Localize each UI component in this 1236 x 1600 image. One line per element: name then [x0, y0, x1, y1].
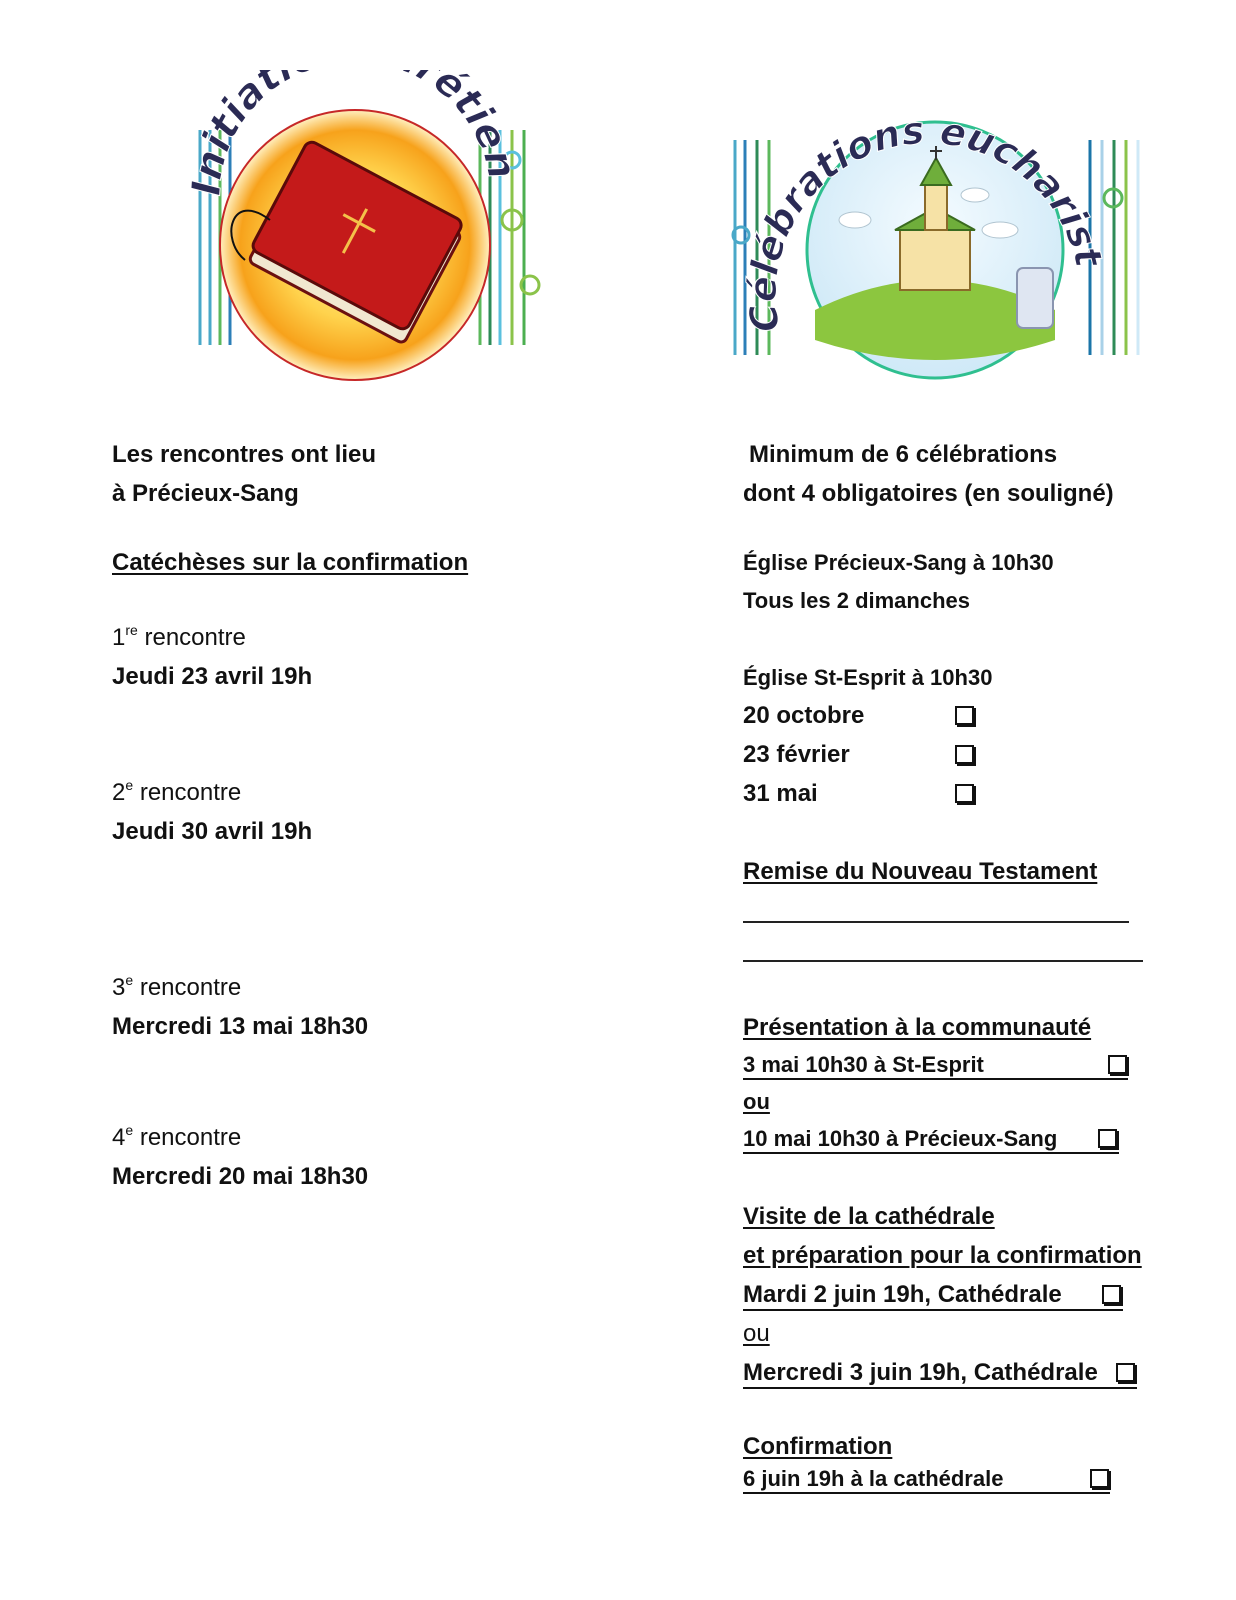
svg-text:Initiation chrétienne: itiat étien — [193, 70, 526, 184]
date-31-mai: 31 mai — [743, 780, 818, 807]
presentation-option-1: 3 mai 10h30 à St-Esprit — [743, 1052, 1128, 1080]
confirmation-date: 6 juin 19h à la cathédrale — [743, 1466, 1110, 1494]
presentation-title: Présentation à la communauté — [743, 1014, 1092, 1041]
checkbox-31-mai[interactable] — [955, 784, 974, 803]
meeting-2-label: 2e rencontre — [112, 777, 242, 806]
checkbox-visite-mardi[interactable] — [1102, 1285, 1121, 1304]
date-23-fevrier: 23 février — [743, 741, 850, 768]
intro-line-1: Les rencontres ont lieu — [112, 441, 377, 468]
meeting-4-date: Mercredi 20 mai 18h30 — [112, 1163, 369, 1190]
checkbox-presentation-st-esprit[interactable] — [1108, 1055, 1127, 1074]
checkbox-confirmation[interactable] — [1090, 1469, 1109, 1488]
checkbox-visite-mercredi[interactable] — [1116, 1363, 1135, 1382]
church-st-esprit: Église St-Esprit à 10h30 — [743, 665, 993, 690]
church-illustration — [725, 80, 1155, 390]
visite-option-1: Mardi 2 juin 19h, Cathédrale — [743, 1281, 1123, 1311]
presentation-or: ou — [743, 1089, 770, 1114]
svg-text:Célébrations eucharistiques: Célébrations eucharist — [740, 108, 1112, 336]
meeting-1-label: 1re rencontre — [112, 622, 246, 651]
presentation-option-2: 10 mai 10h30 à Précieux-Sang — [743, 1126, 1119, 1154]
initiation-chretienne-logo — [190, 70, 550, 390]
confirmation-title: Confirmation — [743, 1433, 893, 1460]
meeting-2-date: Jeudi 30 avril 19h — [112, 818, 313, 845]
blank-line-2 — [743, 960, 1143, 962]
meeting-3-date: Mercredi 13 mai 18h30 — [112, 1013, 369, 1040]
minimum-line-2: dont 4 obligatoires (en souligné) — [743, 480, 1114, 507]
catechese-title: Catéchèses sur la confirmation — [112, 549, 469, 576]
minimum-line-1: Minimum de 6 célébrations — [749, 441, 1058, 468]
checkbox-20-octobre[interactable] — [955, 706, 974, 725]
blank-line-1 — [743, 921, 1129, 923]
visite-option-2: Mercredi 3 juin 19h, Cathédrale — [743, 1359, 1137, 1389]
date-20-octobre: 20 octobre — [743, 702, 865, 729]
book-illustration — [190, 70, 550, 390]
checkbox-presentation-precieux-sang[interactable] — [1098, 1129, 1117, 1148]
intro-line-2: à Précieux-Sang — [112, 480, 299, 507]
visite-title-1: Visite de la cathédrale — [743, 1203, 995, 1230]
visite-or: ou — [743, 1320, 770, 1347]
visite-title-2: et préparation pour la confirmation — [743, 1242, 1142, 1269]
meeting-4-label: 4e rencontre — [112, 1122, 242, 1151]
meeting-1-date: Jeudi 23 avril 19h — [112, 663, 313, 690]
church-precieux-sang: Église Précieux-Sang à 10h30 — [743, 550, 1054, 575]
meeting-3-label: 3e rencontre — [112, 972, 242, 1001]
nouveau-testament-title: Remise du Nouveau Testament — [743, 858, 1098, 885]
checkbox-23-fevrier[interactable] — [955, 745, 974, 764]
church-precieux-sang-schedule: Tous les 2 dimanches — [743, 588, 971, 613]
celebrations-eucharistiques-logo — [725, 80, 1155, 390]
